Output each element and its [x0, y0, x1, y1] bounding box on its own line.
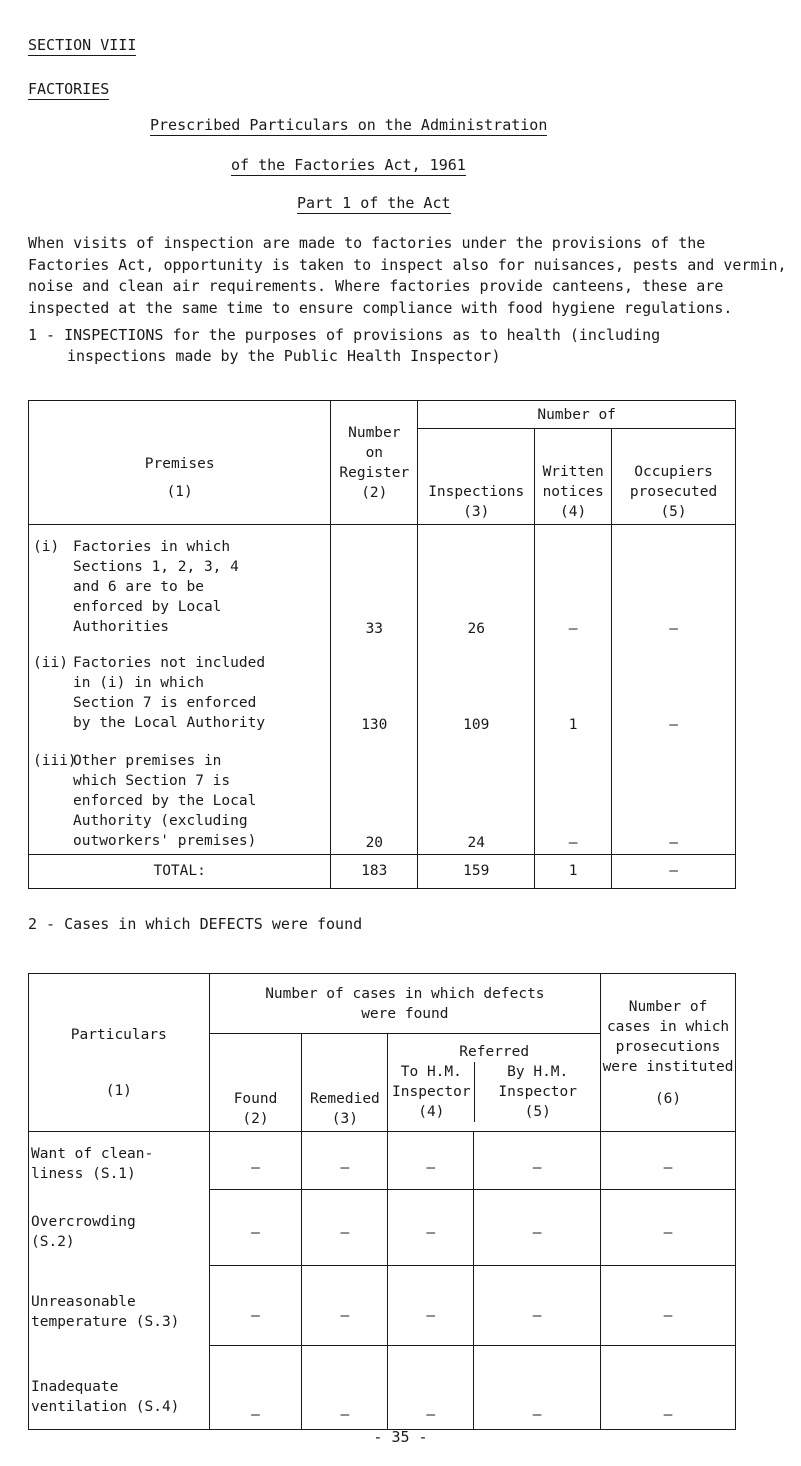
defect-to-hm: –	[388, 1266, 474, 1346]
table-row	[29, 733, 736, 854]
defect-remedied: –	[302, 1132, 388, 1190]
table-row	[29, 1346, 736, 1430]
row-i-label: (i) Factories in which Sections 1, 2, 3, 4 and 6 are to be enforced by Local Authorities	[29, 525, 331, 638]
defect-row-label: Inadequate ventilation (S.4)	[29, 1346, 210, 1430]
header-particulars: Particulars (1)	[29, 974, 210, 1132]
defect-prosecutions: –	[601, 1346, 736, 1430]
defect-prosecutions: –	[601, 1266, 736, 1346]
title-line-2: of the Factories Act, 1961	[231, 156, 466, 174]
table-total-row	[29, 854, 736, 888]
row-iii-label: (iii) Other premises in which Section 7 is enforced by the Local Authority (excluding outworkers' premises)	[29, 733, 331, 854]
row-iii-notices: –	[535, 733, 612, 854]
header-by-hm: By H.M. Inspector (5)	[498, 1064, 577, 1120]
defect-by-hm: –	[474, 1346, 601, 1430]
row-ii-register: 130	[331, 637, 418, 733]
total-prosecuted: –	[612, 854, 736, 888]
defect-prosecutions: –	[601, 1132, 736, 1190]
subsection-title: FACTORIES	[28, 80, 110, 98]
section1-heading-line2: inspections made by the Public Health Inspector)	[67, 347, 501, 365]
total-label: TOTAL:	[29, 854, 331, 888]
header-inspections: Inspections (3)	[418, 429, 535, 525]
header-premises: Premises (1)	[29, 401, 331, 525]
page-number: - 35 -	[373, 1428, 428, 1446]
row-ii-inspections: 109	[418, 637, 535, 733]
row-ii-notices: 1	[535, 637, 612, 733]
defect-to-hm: –	[388, 1132, 474, 1190]
defect-row-label: Overcrowding (S.2)	[29, 1190, 210, 1266]
header-found: Found (2)	[209, 1034, 302, 1132]
table-row	[29, 1190, 736, 1266]
defect-by-hm: –	[474, 1266, 601, 1346]
defect-to-hm: –	[388, 1190, 474, 1266]
row-i-inspections: 26	[418, 525, 535, 638]
table-row	[29, 637, 736, 733]
defect-found: –	[209, 1190, 302, 1266]
row-i-register: 33	[331, 525, 418, 638]
header-number-of: Number of	[418, 401, 736, 429]
total-register: 183	[331, 854, 418, 888]
inspections-table	[28, 400, 736, 889]
row-iii-prosecuted: –	[612, 733, 736, 854]
header-referred: Referred To H.M. Inspector (4) By H.M. Inspector (5)	[388, 1034, 601, 1132]
table-row	[29, 1266, 736, 1346]
table-row	[29, 1132, 736, 1190]
intro-paragraph: When visits of inspection are made to factories under the provisions of the Factories Act, opportunity is taken to inspect also for nuisances, pests and vermin, noise and clean air requirements. Where factories provide canteens, these are inspected at the same time to ensure compliance with food hygiene regulations.	[28, 234, 787, 317]
defect-remedied: –	[302, 1190, 388, 1266]
defect-found: –	[209, 1346, 302, 1430]
title-line-1: Prescribed Particulars on the Administration	[150, 116, 548, 134]
row-iii-inspections: 24	[418, 733, 535, 854]
header-cases-found: Number of cases in which defects were found	[209, 974, 600, 1034]
defect-prosecutions: –	[601, 1190, 736, 1266]
defects-table	[28, 973, 736, 1430]
defect-by-hm: –	[474, 1190, 601, 1266]
section2-heading: 2 - Cases in which DEFECTS were found	[28, 915, 363, 933]
section1-heading-line1: 1 - INSPECTIONS for the purposes of provisions as to health (including	[28, 326, 661, 344]
defect-found: –	[209, 1266, 302, 1346]
header-prosecutions: Number of cases in which prosecutions were instituted (6)	[601, 974, 736, 1132]
header-written-notices: Written notices (4)	[535, 429, 612, 525]
row-ii-prosecuted: –	[612, 637, 736, 733]
header-to-hm: To H.M. Inspector (4)	[388, 1062, 475, 1122]
defect-remedied: –	[302, 1346, 388, 1430]
defect-to-hm: –	[388, 1346, 474, 1430]
defect-row-label: Unreasonable temperature (S.3)	[29, 1266, 210, 1346]
section-title: SECTION VIII	[28, 36, 137, 54]
defect-by-hm: –	[474, 1132, 601, 1190]
header-register: Number on Register (2)	[331, 401, 418, 525]
title-line-3: Part 1 of the Act	[297, 194, 451, 212]
table-row	[29, 525, 736, 638]
defect-remedied: –	[302, 1266, 388, 1346]
header-occupiers-prosecuted: Occupiers prosecuted (5)	[612, 429, 736, 525]
total-notices: 1	[535, 854, 612, 888]
defect-found: –	[209, 1132, 302, 1190]
total-inspections: 159	[418, 854, 535, 888]
row-i-notices: –	[535, 525, 612, 638]
header-remedied: Remedied (3)	[302, 1034, 388, 1132]
defect-row-label: Want of clean- liness (S.1)	[29, 1132, 210, 1190]
row-i-prosecuted: –	[612, 525, 736, 638]
row-ii-label: (ii) Factories not included in (i) in which Section 7 is enforced by the Local Authority	[29, 637, 331, 733]
row-iii-register: 20	[331, 733, 418, 854]
